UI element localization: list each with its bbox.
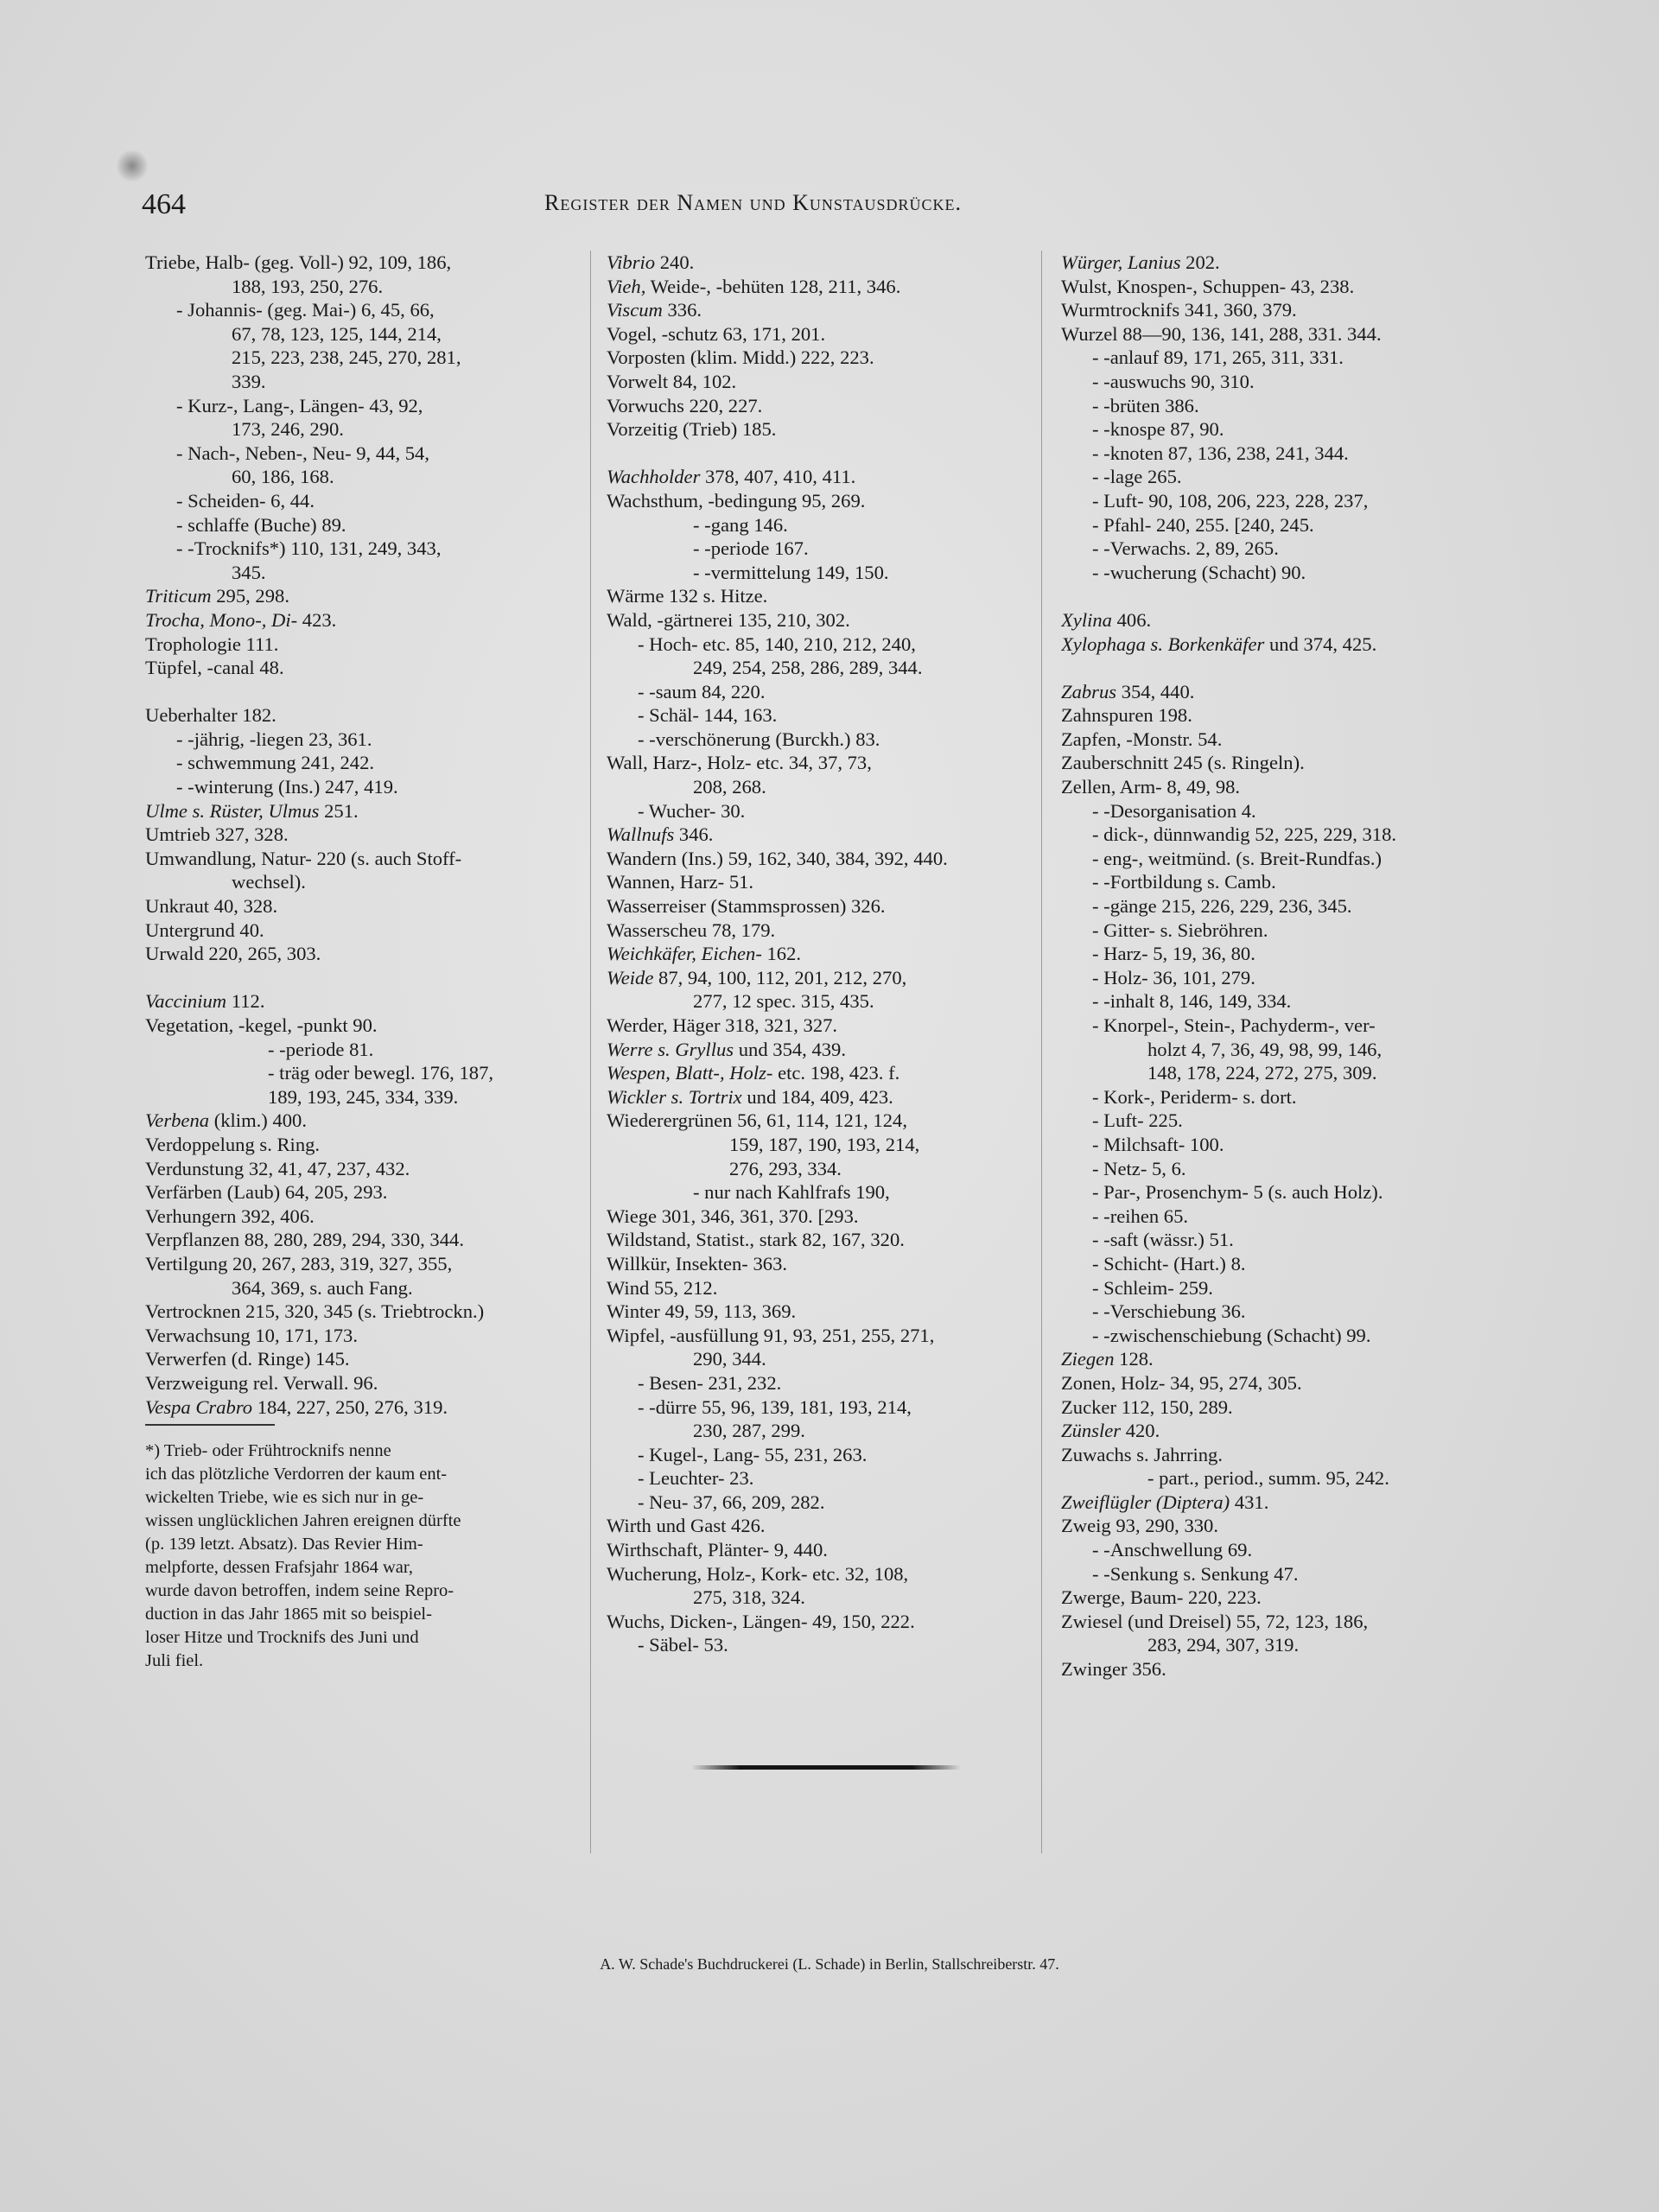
index-entry: - Kurz-, Lang-, Längen- 43, 92, — [176, 394, 423, 416]
entry-term: Wespen, Blatt-, Holz- — [607, 1062, 773, 1084]
index-entry: Verwachsung 10, 171, 173. — [145, 1324, 358, 1346]
index-entry: - -periode 81. — [268, 1038, 374, 1060]
index-entry: - Leuchter- 23. — [638, 1467, 754, 1490]
index-column-2 — [607, 251, 1021, 1657]
index-entry: 277, 12 spec. 315, 435. — [693, 990, 874, 1013]
index-entry: - -jährig, -liegen 23, 361. — [176, 728, 372, 750]
index-entry: Ueberhalter 182. — [145, 704, 276, 727]
index-entry: - Kugel-, Lang- 55, 231, 263. — [638, 1443, 868, 1465]
index-entries-column-2 — [607, 251, 1021, 1657]
index-entry: Zellen, Arm- 8, 49, 98. — [1061, 776, 1241, 798]
entry-term: Viscum — [607, 299, 663, 321]
index-entry: 215, 223, 238, 245, 270, 281, — [232, 346, 461, 369]
ink-smudge — [117, 149, 148, 183]
end-ornament-rule — [691, 1765, 961, 1770]
index-entry: - Wucher- 30. — [638, 799, 746, 822]
index-entry: Viscum 336. — [607, 299, 702, 321]
index-entry: Verdunstung 32, 41, 47, 237, 432. — [145, 1157, 410, 1179]
index-entry: Xylophaga s. Borkenkäfer und 374, 425. — [1061, 632, 1377, 655]
index-entry: 283, 294, 307, 319. — [1147, 1634, 1300, 1656]
index-entry: Willkür, Insekten- 363. — [607, 1252, 788, 1274]
index-entry: 230, 287, 299. — [693, 1420, 805, 1442]
index-entry: Zwiesel (und Dreisel) 55, 72, 123, 186, — [1061, 1610, 1369, 1632]
index-entry: Vorwuchs 220, 227. — [607, 394, 763, 416]
index-entry: Vorzeitig (Trieb) 185. — [607, 418, 777, 441]
index-entry: - Schäl- 144, 163. — [638, 704, 778, 727]
index-entry: Vaccinium 112. — [145, 990, 265, 1013]
footnote-rule — [145, 1424, 275, 1426]
index-entry: Wirthschaft, Plänter- 9, 440. — [607, 1539, 828, 1561]
index-entry: Wind 55, 212. — [607, 1276, 718, 1299]
index-entry: - part., period., summ. 95, 242. — [1147, 1467, 1389, 1490]
index-entry: Umtrieb 327, 328. — [145, 823, 289, 846]
index-entry: 189, 193, 245, 334, 339. — [268, 1085, 459, 1108]
index-entry: Weide 87, 94, 100, 112, 201, 212, 270, — [607, 966, 907, 988]
index-entry: - Schicht- (Hart.) 8. — [1092, 1252, 1246, 1274]
index-entry: - -wucherung (Schacht) 90. — [1092, 561, 1306, 583]
index-entry: Vertrocknen 215, 320, 345 (s. Triebtrockn.) — [145, 1300, 485, 1323]
index-entry: 188, 193, 250, 276. — [232, 275, 384, 297]
column-divider — [590, 251, 591, 1853]
entry-term: Zabrus — [1061, 680, 1117, 702]
entry-term: Wachholder — [607, 466, 701, 488]
index-entry: Zünsler 420. — [1061, 1420, 1160, 1442]
index-entry: Wiege 301, 346, 361, 370. [293. — [607, 1205, 859, 1227]
index-entry: Verhungern 392, 406. — [145, 1205, 315, 1227]
index-entry: 364, 369, s. auch Fang. — [232, 1276, 413, 1299]
footnote — [145, 1440, 570, 1673]
footnote-line: Juli fiel. — [145, 1651, 204, 1671]
index-entry: - Netz- 5, 6. — [1092, 1157, 1186, 1179]
index-entry: - -periode 167. — [693, 537, 809, 560]
running-head: Register der Namen und Kunstausdrücke. — [544, 190, 962, 215]
index-entry — [1061, 656, 1483, 680]
printer-imprint: A. W. Schade's Buchdruckerei (L. Schade) in Berlin, Stallschreiberstr. 47. — [600, 1955, 1059, 1973]
index-entry: 249, 254, 258, 286, 289, 344. — [693, 657, 923, 679]
entry-term: Xylina — [1061, 608, 1112, 631]
index-entry: Ziegen 128. — [1061, 1348, 1154, 1370]
index-entry: Wickler s. Tortrix und 184, 409, 423. — [607, 1085, 893, 1108]
entry-term: Vaccinium — [145, 990, 227, 1013]
index-entry: - -anlauf 89, 171, 265, 311, 331. — [1092, 346, 1344, 369]
index-column-3 — [1061, 251, 1483, 1681]
entry-term: Zweiflügler (Diptera) — [1061, 1491, 1230, 1513]
index-entry: Zwinger 356. — [1061, 1658, 1166, 1681]
index-entry — [145, 680, 570, 704]
index-entry: Verbena (klim.) 400. — [145, 1109, 308, 1132]
index-entry: Zahnspuren 198. — [1061, 704, 1192, 727]
index-entry: Zwerge, Baum- 220, 223. — [1061, 1586, 1262, 1609]
index-entry: Werder, Häger 318, 321, 327. — [607, 1014, 838, 1036]
entry-term: Trocha, Mono-, Di- — [145, 608, 298, 631]
index-entry: Wurmtrocknifs 341, 360, 379. — [1061, 299, 1297, 321]
index-entry: - Par-, Prosenchym- 5 (s. auch Holz). — [1092, 1181, 1383, 1204]
entry-term: Wallnufs — [607, 823, 675, 846]
index-entry: 208, 268. — [693, 776, 766, 798]
footnote-line: wurde davon betroffen, indem seine Repro- — [145, 1581, 454, 1601]
index-entry: - Säbel- 53. — [638, 1634, 728, 1656]
index-entry: - -lage 265. — [1092, 466, 1182, 488]
index-entry: Wuchs, Dicken-, Längen- 49, 150, 222. — [607, 1610, 915, 1632]
index-entry: Weichkäfer, Eichen- 162. — [607, 943, 802, 965]
index-entry: Trocha, Mono-, Di- 423. — [145, 608, 337, 631]
index-entry: Vegetation, -kegel, -punkt 90. — [145, 1014, 378, 1036]
index-entry: Zucker 112, 150, 289. — [1061, 1395, 1233, 1418]
index-entry: - nur nach Kahlfrafs 190, — [693, 1181, 890, 1204]
footnote-line: *) Trieb- oder Frühtrocknifs nenne — [145, 1441, 391, 1461]
index-entry: - Luft- 225. — [1092, 1109, 1183, 1132]
index-entry: Wandern (Ins.) 59, 162, 340, 384, 392, 440. — [607, 847, 948, 869]
index-entry: Zonen, Holz- 34, 95, 274, 305. — [1061, 1371, 1302, 1394]
entry-term: Wickler s. Tortrix — [607, 1085, 742, 1108]
index-entry: Wachsthum, -bedingung 95, 269. — [607, 489, 866, 512]
index-entries-column-3 — [1061, 251, 1483, 1681]
index-entry: Umwandlung, Natur- 220 (s. auch Stoff- — [145, 847, 462, 869]
index-entry: Triebe, Halb- (geg. Voll-) 92, 109, 186, — [145, 251, 452, 273]
index-entry: Wipfel, -ausfüllung 91, 93, 251, 255, 271, — [607, 1324, 935, 1346]
index-entry: - Nach-, Neben-, Neu- 9, 44, 54, — [176, 442, 429, 464]
index-entry: Xylina 406. — [1061, 608, 1152, 631]
entry-term: Werre s. Gryllus — [607, 1038, 734, 1060]
index-entry: Wasserreiser (Stammsprossen) 326. — [607, 895, 886, 918]
index-entry: - träg oder bewegl. 176, 187, — [268, 1062, 494, 1084]
index-entry: Werre s. Gryllus und 354, 439. — [607, 1038, 846, 1060]
index-entry: - -knoten 87, 136, 238, 241, 344. — [1092, 442, 1349, 464]
footnote-line: wickelten Triebe, wie es sich nur in ge- — [145, 1488, 424, 1508]
index-entry: - Milchsaft- 100. — [1092, 1133, 1224, 1155]
index-entry: - -knospe 87, 90. — [1092, 418, 1224, 441]
index-entry: - -dürre 55, 96, 139, 181, 193, 214, — [638, 1395, 912, 1418]
index-entry: - Besen- 231, 232. — [638, 1371, 782, 1394]
index-entry: - Schleim- 259. — [1092, 1276, 1213, 1299]
index-entry: Wall, Harz-, Holz- etc. 34, 37, 73, — [607, 752, 872, 774]
index-entry: Wiederergrünen 56, 61, 114, 121, 124, — [607, 1109, 907, 1132]
index-entry: Vibrio 240. — [607, 251, 695, 273]
index-entry: Wachholder 378, 407, 410, 411. — [607, 466, 856, 488]
index-entry: Zuwachs s. Jahrring. — [1061, 1443, 1223, 1465]
index-entry: Winter 49, 59, 113, 369. — [607, 1300, 797, 1323]
index-entry: Zabrus 354, 440. — [1061, 680, 1195, 702]
entry-term: Xylophaga s. Borkenkäfer — [1061, 632, 1265, 655]
index-entry: 345. — [232, 561, 266, 583]
index-entry: - -vermittelung 149, 150. — [693, 561, 889, 583]
index-entry: - -Senkung s. Senkung 47. — [1092, 1562, 1299, 1585]
index-entry: - Scheiden- 6, 44. — [176, 489, 315, 512]
entry-term: Weide — [607, 966, 654, 988]
index-entry: - schwemmung 241, 242. — [176, 752, 375, 774]
entry-term: Ulme s. Rüster, Ulmus — [145, 799, 320, 822]
index-entry: - Hoch- etc. 85, 140, 210, 212, 240, — [638, 632, 916, 655]
footnote-line: melpforte, dessen Frafsjahr 1864 war, — [145, 1558, 414, 1578]
index-entry: Wurzel 88—90, 136, 141, 288, 331. 344. — [1061, 322, 1382, 345]
index-entry: - -gang 146. — [693, 513, 788, 536]
index-entry: Vieh, Weide-, -behüten 128, 211, 346. — [607, 275, 901, 297]
index-entry: Untergrund 40. — [145, 918, 264, 941]
index-entry: - Harz- 5, 19, 36, 80. — [1092, 943, 1255, 965]
index-entry: - -Verschiebung 36. — [1092, 1300, 1246, 1323]
footnote-line: (p. 139 letzt. Absatz). Das Revier Him- — [145, 1535, 423, 1554]
index-entry: Zweiflügler (Diptera) 431. — [1061, 1491, 1269, 1513]
index-entry: - Pfahl- 240, 255. [240, 245. — [1092, 513, 1314, 536]
index-entry: - schlaffe (Buche) 89. — [176, 513, 346, 536]
index-entry: Wasserscheu 78, 179. — [607, 918, 776, 941]
index-entry: Wallnufs 346. — [607, 823, 714, 846]
index-entry: - -inhalt 8, 146, 149, 334. — [1092, 990, 1292, 1013]
index-entry: Verpflanzen 88, 280, 289, 294, 330, 344. — [145, 1229, 464, 1251]
index-entry: Zauberschnitt 245 (s. Ringeln). — [1061, 752, 1305, 774]
index-entry: - -Trocknifs*) 110, 131, 249, 343, — [176, 537, 442, 560]
index-entry: 148, 178, 224, 272, 275, 309. — [1147, 1062, 1377, 1084]
index-entry: - -Verwachs. 2, 89, 265. — [1092, 537, 1279, 560]
index-entry: Urwald 220, 265, 303. — [145, 943, 321, 965]
index-entry: Zweig 93, 290, 330. — [1061, 1515, 1218, 1537]
index-entry: Wärme 132 s. Hitze. — [607, 585, 768, 607]
index-entry: 159, 187, 190, 193, 214, — [729, 1133, 920, 1155]
index-entry: Wildstand, Statist., stark 82, 167, 320. — [607, 1229, 905, 1251]
index-entry: - -Anschwellung 69. — [1092, 1539, 1253, 1561]
index-entry: Würger, Lanius 202. — [1061, 251, 1220, 273]
index-entry: - Kork-, Periderm- s. dort. — [1092, 1085, 1297, 1108]
page-header — [138, 183, 1486, 226]
index-entry: Tüpfel, -canal 48. — [145, 657, 284, 679]
index-entry: - Neu- 37, 66, 209, 282. — [638, 1491, 825, 1513]
index-entry: - -Fortbildung s. Camb. — [1092, 871, 1276, 893]
entry-term: Zünsler — [1061, 1420, 1122, 1442]
index-entry: Wucherung, Holz-, Kork- etc. 32, 108, — [607, 1562, 909, 1585]
index-entry: - -auswuchs 90, 310. — [1092, 370, 1255, 392]
index-entry: - Holz- 36, 101, 279. — [1092, 966, 1255, 988]
index-entry: Wald, -gärtnerei 135, 210, 302. — [607, 608, 850, 631]
index-entry: - Luft- 90, 108, 206, 223, 228, 237, — [1092, 489, 1369, 512]
footnote-line: wissen unglücklichen Jahren ereignen dürfte — [145, 1511, 461, 1531]
index-entry: 60, 186, 168. — [232, 466, 334, 488]
index-entry: Trophologie 111. — [145, 632, 279, 655]
entry-term: Weichkäfer, Eichen- — [607, 943, 762, 965]
index-entry: 275, 318, 324. — [693, 1586, 805, 1609]
index-entry: - -Desorganisation 4. — [1092, 799, 1256, 822]
footnote-line: loser Hitze und Trocknifs des Juni und — [145, 1628, 419, 1648]
index-entry — [145, 966, 570, 990]
index-entry: - -verschönerung (Burckh.) 83. — [638, 728, 880, 750]
index-entry: Wespen, Blatt-, Holz- etc. 198, 423. f. — [607, 1062, 900, 1084]
index-entry — [1061, 584, 1483, 608]
index-entry: - -winterung (Ins.) 247, 419. — [176, 776, 398, 798]
footnote-line: duction in das Jahr 1865 mit so beispiel- — [145, 1605, 432, 1624]
index-entries-column-1 — [145, 251, 570, 1419]
index-entry: Vespa Crabro 184, 227, 250, 276, 319. — [145, 1395, 448, 1418]
index-entry: 290, 344. — [693, 1348, 766, 1370]
index-entry: 276, 293, 334. — [729, 1157, 842, 1179]
index-entry: Ulme s. Rüster, Ulmus 251. — [145, 799, 359, 822]
index-entry: Zapfen, -Monstr. 54. — [1061, 728, 1223, 750]
index-entry: Vogel, -schutz 63, 171, 201. — [607, 322, 826, 345]
entry-term: Ziegen — [1061, 1348, 1115, 1370]
entry-term: Vieh, — [607, 275, 646, 297]
index-entry: wechsel). — [232, 871, 306, 893]
index-entry: - -brüten 386. — [1092, 394, 1199, 416]
index-entry: Unkraut 40, 328. — [145, 895, 278, 918]
index-entry: - dick-, dünnwandig 52, 225, 229, 318. — [1092, 823, 1397, 846]
index-entry: - -gänge 215, 226, 229, 236, 345. — [1092, 895, 1352, 918]
index-entry: Vorwelt 84, 102. — [607, 370, 737, 392]
index-entry: Verdoppelung s. Ring. — [145, 1133, 321, 1155]
index-entry: Verwerfen (d. Ringe) 145. — [145, 1348, 350, 1370]
index-entry: - -saum 84, 220. — [638, 680, 766, 702]
index-entry — [607, 442, 1021, 466]
page-number: 464 — [142, 188, 186, 220]
entry-term: Verbena — [145, 1109, 210, 1132]
index-entry: Vorposten (klim. Midd.) 222, 223. — [607, 346, 874, 369]
index-entry: 173, 246, 290. — [232, 418, 344, 441]
index-entry: Triticum 295, 298. — [145, 585, 289, 607]
index-entry: - -reihen 65. — [1092, 1205, 1189, 1227]
index-entry: - eng-, weitmünd. (s. Breit-Rundfas.) — [1092, 847, 1382, 869]
index-entry: Wirth und Gast 426. — [607, 1515, 766, 1537]
entry-term: Vespa Crabro — [145, 1395, 253, 1418]
entry-term: Vibrio — [607, 251, 656, 273]
index-entry: 67, 78, 123, 125, 144, 214, — [232, 322, 442, 345]
index-entry: Vertilgung 20, 267, 283, 319, 327, 355, — [145, 1252, 453, 1274]
entry-term: Würger, Lanius — [1061, 251, 1181, 273]
index-entry: - Gitter- s. Siebröhren. — [1092, 918, 1268, 941]
footnote-line: ich das plötzliche Verdorren der kaum ent- — [145, 1465, 448, 1484]
index-column-1 — [145, 251, 570, 1673]
index-entry: - Johannis- (geg. Mai-) 6, 45, 66, — [176, 299, 435, 321]
index-entry: Verfärben (Laub) 64, 205, 293. — [145, 1181, 388, 1204]
index-entry: - -zwischenschiebung (Schacht) 99. — [1092, 1324, 1371, 1346]
index-entry: holzt 4, 7, 36, 49, 98, 99, 146, — [1147, 1038, 1382, 1060]
index-entry: 339. — [232, 370, 266, 392]
index-entry: - Knorpel-, Stein-, Pachyderm-, ver- — [1092, 1014, 1376, 1036]
column-divider — [1041, 251, 1042, 1853]
index-entry: Wulst, Knospen-, Schuppen- 43, 238. — [1061, 275, 1355, 297]
entry-term: Triticum — [145, 585, 212, 607]
index-entry: Verzweigung rel. Verwall. 96. — [145, 1371, 378, 1394]
index-entry: - -saft (wässr.) 51. — [1092, 1229, 1234, 1251]
index-entry: Wannen, Harz- 51. — [607, 871, 754, 893]
